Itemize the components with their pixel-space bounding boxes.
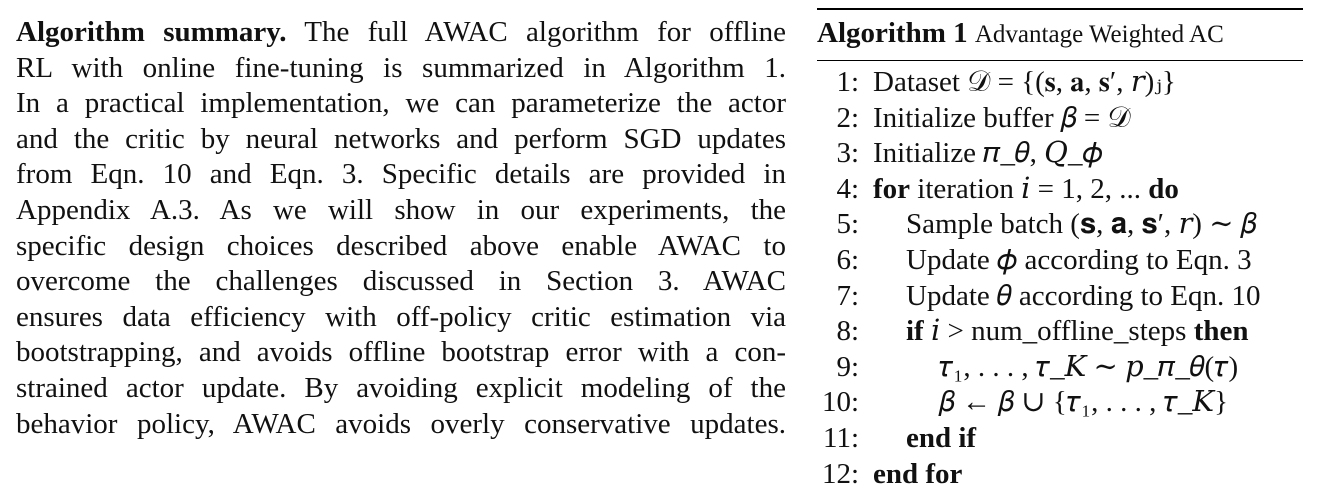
- algorithm-line-6: [817, 243, 1303, 279]
- paragraph-heading: Algorithm summary.: [16, 16, 287, 48]
- algorithm-line-3: [817, 136, 1303, 172]
- algorithm-title: [817, 10, 1303, 55]
- algorithm-lines: [817, 65, 1303, 492]
- algorithm-summary-paragraph: [16, 15, 786, 442]
- keyword-for: for: [873, 172, 911, 205]
- paragraph-line: and the critic by neural networks and perform SGD updates: [16, 122, 786, 155]
- paragraph-line: ensures data efficiency with off-policy critic estimation via: [16, 300, 786, 333]
- line-code: Initialize buffer 𝛽 = 𝒟: [873, 101, 1131, 134]
- line-code: Update 𝜙 according to Eqn. 3: [906, 243, 1252, 276]
- line-code: Initialize 𝜋_𝜃, 𝑄_𝜙: [873, 137, 1103, 170]
- paragraph-line: bootstrapping, and avoids offline bootstrap error with a con-: [16, 336, 786, 369]
- algorithm-line-5: [817, 207, 1303, 243]
- line-code: 𝛽 ← 𝛽 ∪ {𝜏₁, . . . , 𝜏_𝐾}: [939, 386, 1229, 419]
- algorithm-box: [817, 8, 1303, 492]
- line-number: 1:: [836, 66, 859, 98]
- algorithm-title-rule: [817, 60, 1303, 61]
- paragraph-line: In a practical implementation, we can parameterize the actor: [16, 87, 786, 120]
- keyword-if: if: [906, 315, 924, 348]
- line-number: 5:: [836, 208, 859, 241]
- algorithm-line-8: [817, 314, 1303, 350]
- algorithm-line-10: [817, 385, 1303, 421]
- keyword-end-if: end if: [906, 421, 977, 454]
- algorithm-line-7: [817, 279, 1303, 315]
- algorithm-line-2: [817, 101, 1303, 137]
- algorithm-line-1: [817, 65, 1303, 101]
- paragraph-line: Algorithm summary. The full AWAC algorithm for offline: [16, 16, 786, 48]
- algorithm-name: Advantage Weighted AC: [974, 21, 1224, 48]
- line-number: 2:: [836, 101, 859, 134]
- keyword-end-for: end for: [873, 457, 963, 490]
- paragraph-line: behavior policy, AWAC avoids overly conservative updates.: [16, 407, 786, 440]
- line-number: 10:: [821, 386, 859, 419]
- line-code: if 𝑖 > num_offline_steps then: [906, 315, 1249, 348]
- line-code: Update 𝜃 according to Eqn. 10: [906, 279, 1261, 312]
- algorithm-line-11: [817, 421, 1303, 457]
- algorithm-label: Algorithm 1: [817, 17, 968, 49]
- line-code: Sample batch (𝐬, 𝐚, 𝐬′, 𝑟) ∼ 𝛽: [906, 208, 1257, 241]
- line-number: 4:: [836, 172, 859, 205]
- paragraph-line: from Eqn. 10 and Eqn. 3. Specific details are provided in: [16, 158, 786, 191]
- line-number: 9:: [836, 350, 859, 383]
- algorithm-line-9: [817, 350, 1303, 386]
- paragraph-line: strained actor update. By avoiding explicit modeling of the: [16, 371, 786, 404]
- line-number: 8:: [836, 315, 859, 348]
- line-code: 𝜏₁, . . . , 𝜏_𝐾 ∼ 𝑝_𝜋_𝜃(𝜏): [939, 350, 1239, 383]
- paragraph-line: Appendix A.3. As we will show in our experiments, the: [16, 193, 786, 226]
- line-number: 6:: [836, 243, 859, 276]
- line-code: Dataset 𝒟 = {(𝐬, 𝐚, 𝐬′, 𝑟)ⱼ}: [873, 66, 1176, 98]
- line-number: 3:: [836, 137, 859, 170]
- paragraph-line: RL with online fine-tuning is summarized in Algorithm 1.: [16, 51, 786, 84]
- keyword-do: do: [1148, 172, 1179, 205]
- algorithm-line-12: [817, 457, 1303, 492]
- paragraph-line: overcome the challenges discussed in Section 3. AWAC: [16, 265, 786, 298]
- line-number: 7:: [836, 279, 859, 312]
- paragraph-line: specific design choices described above enable AWAC to: [16, 229, 786, 262]
- line-number: 12:: [821, 457, 859, 490]
- keyword-then: then: [1193, 315, 1249, 348]
- line-number: 11:: [823, 421, 859, 454]
- algorithm-line-4: [817, 172, 1303, 208]
- line-code: for iteration 𝑖 = 1, 2, ... do: [873, 172, 1179, 205]
